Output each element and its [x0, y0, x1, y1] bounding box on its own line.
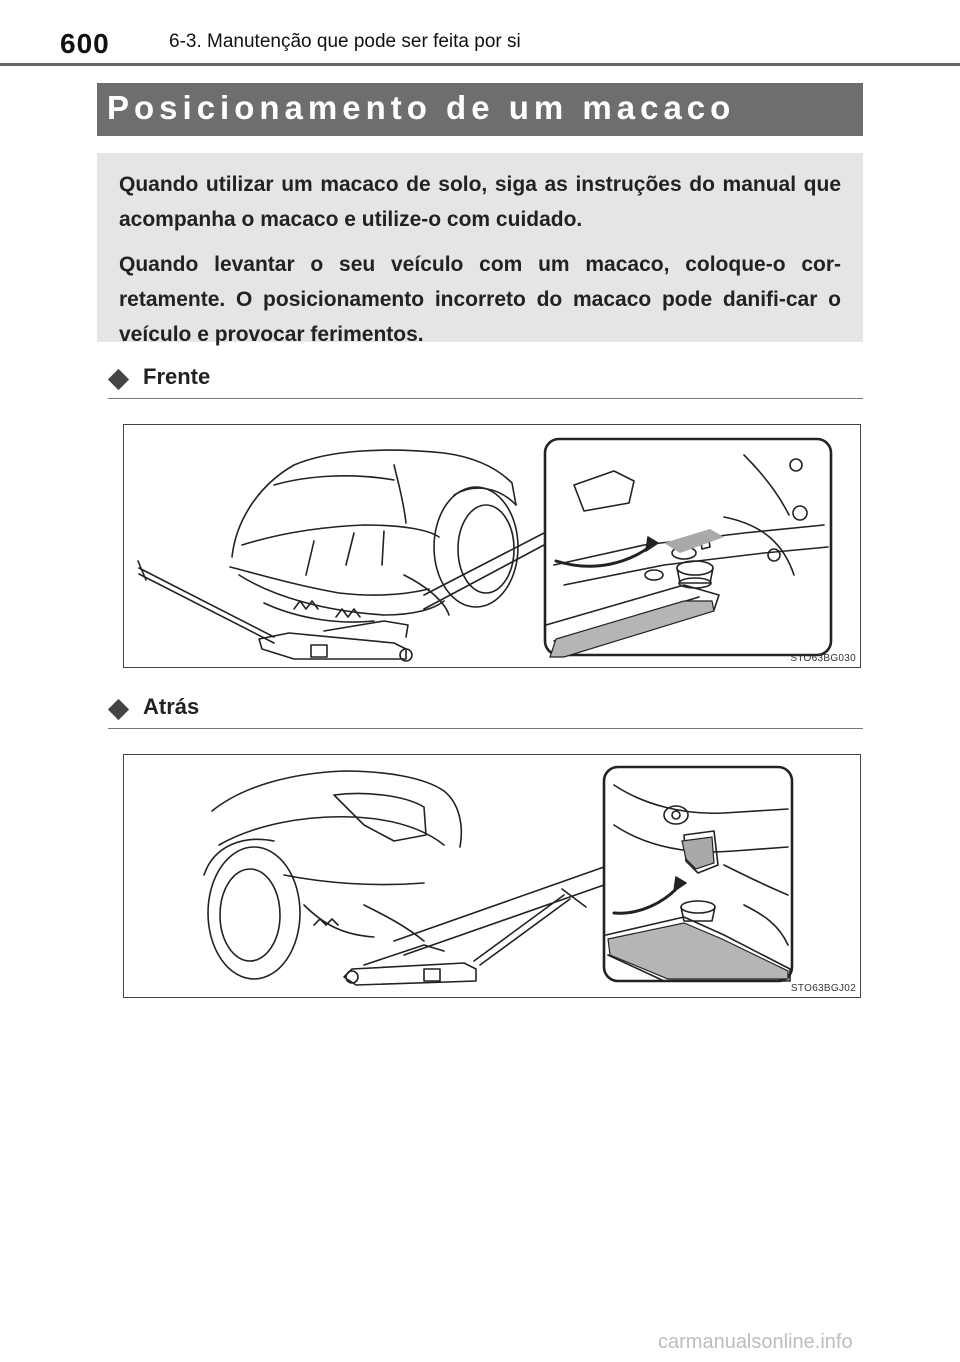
rear-jack-figure	[123, 754, 861, 998]
rear-heading	[108, 694, 863, 729]
front-jack-figure	[123, 424, 861, 668]
rear-jack-illustration	[124, 755, 862, 999]
section-title-bar	[97, 83, 863, 136]
chapter-title: 6-3. Manutenção que pode ser feita por si	[169, 31, 521, 52]
diamond-bullet-icon	[108, 369, 129, 390]
rear-heading-label: Atrás	[143, 694, 200, 719]
front-heading	[108, 364, 863, 399]
rear-figure-code: STO63BGJ02	[790, 983, 856, 994]
front-jack-illustration	[124, 425, 862, 669]
front-heading-label: Frente	[143, 364, 211, 389]
header-rule	[0, 63, 960, 66]
rear-jack-point-highlight	[682, 837, 714, 869]
page-number: 600	[60, 28, 110, 59]
intro-box	[97, 153, 863, 346]
intro-paragraph-2: Quando levantar o seu veículo com um macaco, coloque-o cor-retamente. O posicionamento incorreto do macaco pode danifi-car o veículo e provocar ferimentos.	[119, 253, 841, 346]
front-figure-code: STO63BG030	[790, 653, 856, 664]
watermark: carmanualsonline.info	[658, 1331, 853, 1353]
intro-paragraph-1: Quando utilizar um macaco de solo, siga as instruções do manual que acompanha o macaco e utilize-o com cuidado.	[119, 173, 841, 231]
diamond-bullet-icon	[108, 699, 129, 720]
section-title: Posicionamento de um macaco	[107, 89, 736, 126]
